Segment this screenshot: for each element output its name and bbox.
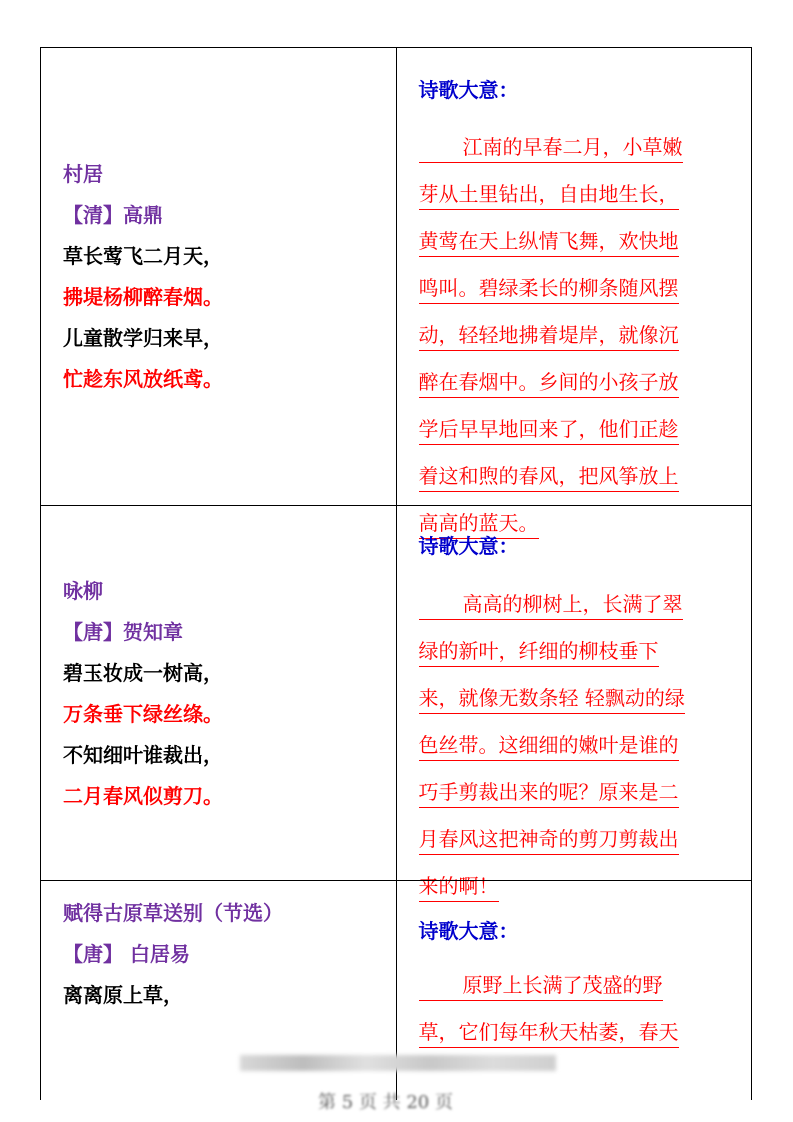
page-number: 第 5 页 共 20 页	[318, 1092, 453, 1113]
meaning-heading: 诗歌大意：	[418, 534, 519, 558]
poem-line: 不知细叶谁裁出，	[63, 743, 223, 767]
poem-table	[40, 47, 752, 1100]
poem-title: 赋得古原草送别（节选）	[63, 901, 283, 925]
poem-author: 【唐】 白居易	[63, 942, 190, 966]
meaning-cell	[397, 506, 752, 898]
meaning-line: 学后早早地回来了，他们正趁	[419, 414, 679, 445]
poem-line: 拂堤杨柳醉春烟。	[63, 285, 223, 309]
meaning-line: 来，就像无数条轻 轻飘动的绿	[419, 683, 685, 714]
meaning-line: 绿的新叶，纤细的柳枝垂下	[419, 636, 659, 667]
meaning-line: 原野上长满了茂盛的野	[419, 970, 663, 1001]
meaning-line: 黄莺在天上纵情飞舞，欢快地	[419, 226, 679, 257]
meaning-line: 动，轻轻地拂着堤岸，就像沉	[419, 320, 679, 351]
poem-title: 村居	[63, 162, 103, 186]
poem-line: 二月春风似剪刀。	[63, 784, 223, 808]
meaning-text	[419, 127, 737, 550]
poem-line: 万条垂下绿丝绦。	[63, 702, 223, 726]
meaning-line: 芽从土里钻出，自由地生长，	[419, 179, 679, 210]
meaning-line: 着这和煦的春风，把风筝放上	[419, 461, 679, 492]
meaning-line: 鸣叫。碧绿柔长的柳条随风摆	[419, 273, 679, 304]
meaning-line: 高高的柳树上，长满了翠	[419, 589, 683, 620]
blurred-footer-bar	[240, 1055, 556, 1071]
poem-text	[63, 154, 223, 400]
meaning-line: 江南的早春二月，小草嫩	[419, 132, 683, 163]
table-row	[40, 47, 752, 535]
poem-cell	[41, 48, 397, 505]
meaning-line: 月春风这把神奇的剪刀剪裁出	[419, 824, 679, 855]
poem-line: 碧玉妆成一树高，	[63, 661, 223, 685]
poem-line: 草长莺飞二月天，	[63, 244, 223, 268]
meaning-line: 巧手剪裁出来的呢？原来是二	[419, 777, 679, 808]
poem-line: 忙趁东风放纸鸢。	[63, 367, 223, 391]
meaning-line: 高高的蓝天。	[419, 508, 539, 539]
poem-line: 儿童散学归来早，	[63, 326, 223, 350]
meaning-text	[419, 584, 737, 913]
poem-text	[63, 571, 223, 817]
meaning-line: 色丝带。这细细的嫩叶是谁的	[419, 730, 679, 761]
poem-author: 【唐】贺知章	[63, 620, 183, 644]
poem-cell	[41, 506, 397, 880]
table-row	[40, 505, 752, 898]
meaning-line: 草，它们每年秋天枯萎，春天	[419, 1017, 679, 1048]
meaning-line: 醉在春烟中。乡间的小孩子放	[419, 367, 679, 398]
poem-author: 【清】高鼎	[63, 203, 163, 227]
meaning-cell	[397, 48, 752, 535]
meaning-heading: 诗歌大意：	[418, 919, 519, 943]
poem-title: 咏柳	[63, 579, 103, 603]
poem-text	[63, 893, 283, 1016]
meaning-text	[419, 965, 737, 1059]
poem-line: 离离原上草，	[63, 983, 183, 1007]
meaning-heading: 诗歌大意：	[418, 78, 519, 102]
meaning-line: 来的啊！	[419, 871, 499, 902]
